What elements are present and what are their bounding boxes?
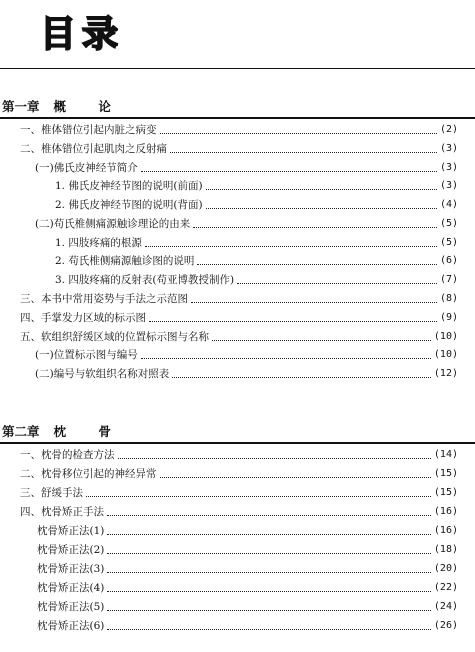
toc-entry-title: (一)佛氏皮神经节简介 (35, 162, 138, 174)
dot-leader (206, 189, 437, 190)
toc-entry-title: 2. 苟氏椎侧痛源触诊图的说明 (55, 255, 195, 267)
chapter-divider (0, 442, 475, 444)
toc-entry[interactable] (35, 159, 458, 177)
chapter-name: 枕 骨 (53, 424, 125, 439)
dot-leader (237, 283, 437, 284)
toc-entry-page: (3) (439, 180, 458, 191)
dot-leader (206, 208, 437, 209)
toc-entry[interactable] (20, 503, 458, 521)
toc-entry-page: (10) (433, 331, 458, 342)
toc-entry-title: 一、椎体错位引起内脏之病变 (20, 124, 157, 136)
dot-leader (118, 458, 431, 459)
dot-leader (107, 515, 431, 516)
toc-entry[interactable] (20, 290, 458, 308)
toc-entry-page: (24) (433, 601, 458, 612)
toc-entry-page: (3) (439, 162, 458, 173)
chapter-number: 第一章 (2, 99, 40, 114)
toc-entry[interactable] (37, 579, 458, 597)
toc-entry-title: 2. 佛氏皮神经节图的说明(背面) (55, 199, 203, 211)
dot-leader (193, 227, 437, 228)
toc-entry-title: 枕骨矫正法(2) (37, 544, 105, 556)
toc-entry-page: (14) (433, 449, 458, 460)
dot-leader (141, 171, 437, 172)
toc-entry[interactable] (35, 365, 458, 383)
toc-entry[interactable] (37, 522, 458, 540)
toc-entry[interactable] (20, 446, 458, 464)
toc-entry-title: (二)苟氏椎侧痛源触诊理论的由来 (35, 218, 191, 230)
page-title: 目录 (40, 14, 125, 55)
toc-entry-title: (一)位置标示图与编号 (35, 349, 138, 361)
toc-entry-page: (20) (433, 563, 458, 574)
chapter-heading (2, 98, 125, 116)
toc-entry-title: 枕骨矫正法(4) (37, 582, 105, 594)
toc-entry-page: (8) (439, 293, 458, 304)
toc-entry-title: 三、舒缓手法 (20, 487, 83, 499)
toc-entry[interactable] (35, 346, 458, 364)
toc-entry-page: (10) (433, 349, 458, 360)
toc-entry[interactable] (20, 140, 458, 158)
dot-leader (107, 591, 431, 592)
toc-entry-title: 1. 四肢疼痛的根源 (55, 237, 142, 249)
dot-leader (191, 302, 437, 303)
toc-entry[interactable] (37, 560, 458, 578)
toc-entry-title: 枕骨矫正法(6) (37, 620, 105, 632)
dot-leader (141, 358, 431, 359)
toc-entry[interactable] (20, 309, 458, 327)
toc-entry[interactable] (55, 252, 458, 270)
toc-entry-page: (26) (433, 620, 458, 631)
toc-entry[interactable] (20, 484, 458, 502)
dot-leader (145, 246, 437, 247)
toc-entry-title: (二)编号与软组织名称对照表 (35, 368, 170, 380)
dot-leader (86, 496, 431, 497)
toc-entry[interactable] (37, 541, 458, 559)
dot-leader (107, 629, 431, 630)
dot-leader (197, 264, 437, 265)
toc-entry[interactable] (20, 465, 458, 483)
dot-leader (212, 340, 431, 341)
toc-entry-title: 枕骨矫正法(1) (37, 525, 105, 537)
dot-leader (107, 572, 431, 573)
toc-entry-title: 3. 四肢疼痛的反射表(苟亚博教授制作) (55, 274, 235, 286)
toc-entry-page: (18) (433, 544, 458, 555)
toc-entry[interactable] (20, 121, 458, 139)
toc-entry[interactable] (20, 328, 458, 346)
toc-entry-page: (3) (439, 143, 458, 154)
dot-leader (172, 377, 431, 378)
toc-entry-page: (4) (439, 199, 458, 210)
toc-entry-page: (22) (433, 582, 458, 593)
toc-entry-page: (6) (439, 255, 458, 266)
toc-entry-page: (15) (433, 468, 458, 479)
toc-entry-page: (2) (439, 124, 458, 135)
chapter-number: 第二章 (2, 424, 40, 439)
toc-entry-title: 四、枕骨矫正手法 (20, 506, 104, 518)
toc-entry-page: (16) (433, 525, 458, 536)
toc-entry[interactable] (55, 196, 458, 214)
toc-entry[interactable] (35, 215, 458, 233)
toc-entry-title: 一、枕骨的检查方法 (20, 449, 115, 461)
dot-leader (107, 534, 431, 535)
toc-entry-page: (5) (439, 237, 458, 248)
dot-leader (107, 610, 431, 611)
dot-leader (160, 133, 437, 134)
toc-entry-page: (9) (439, 312, 458, 323)
toc-entry-title: 枕骨矫正法(3) (37, 563, 105, 575)
toc-entry[interactable] (37, 617, 458, 635)
toc-entry-title: 枕骨矫正法(5) (37, 601, 105, 613)
toc-entry[interactable] (55, 234, 458, 252)
toc-entry-title: 1. 佛氏皮神经节图的说明(前面) (55, 180, 203, 192)
dot-leader (149, 321, 437, 322)
toc-entry-page: (12) (433, 368, 458, 379)
toc-entry-title: 五、软组织舒缓区域的位置标示图与名称 (20, 331, 209, 343)
toc-entry-title: 二、椎体错位引起肌肉之反射痛 (20, 143, 167, 155)
dot-leader (160, 477, 431, 478)
dot-leader (170, 152, 437, 153)
toc-entry[interactable] (55, 177, 458, 195)
toc-entry[interactable] (55, 271, 458, 289)
toc-entry-page: (16) (433, 506, 458, 517)
toc-entry-page: (5) (439, 218, 458, 229)
chapter-name: 概 论 (53, 99, 125, 114)
toc-entry-page: (7) (439, 274, 458, 285)
toc-entry-title: 四、手掌发力区域的标示图 (20, 312, 146, 324)
dot-leader (107, 553, 431, 554)
toc-entry-page: (15) (433, 487, 458, 498)
toc-entry[interactable] (37, 598, 458, 616)
toc-entry-title: 二、枕骨移位引起的神经异常 (20, 468, 157, 480)
chapter-divider (0, 117, 475, 119)
toc-entry-title: 三、本书中常用姿势与手法之示范图 (20, 293, 188, 305)
chapter-heading (2, 423, 125, 441)
title-divider (0, 68, 475, 69)
